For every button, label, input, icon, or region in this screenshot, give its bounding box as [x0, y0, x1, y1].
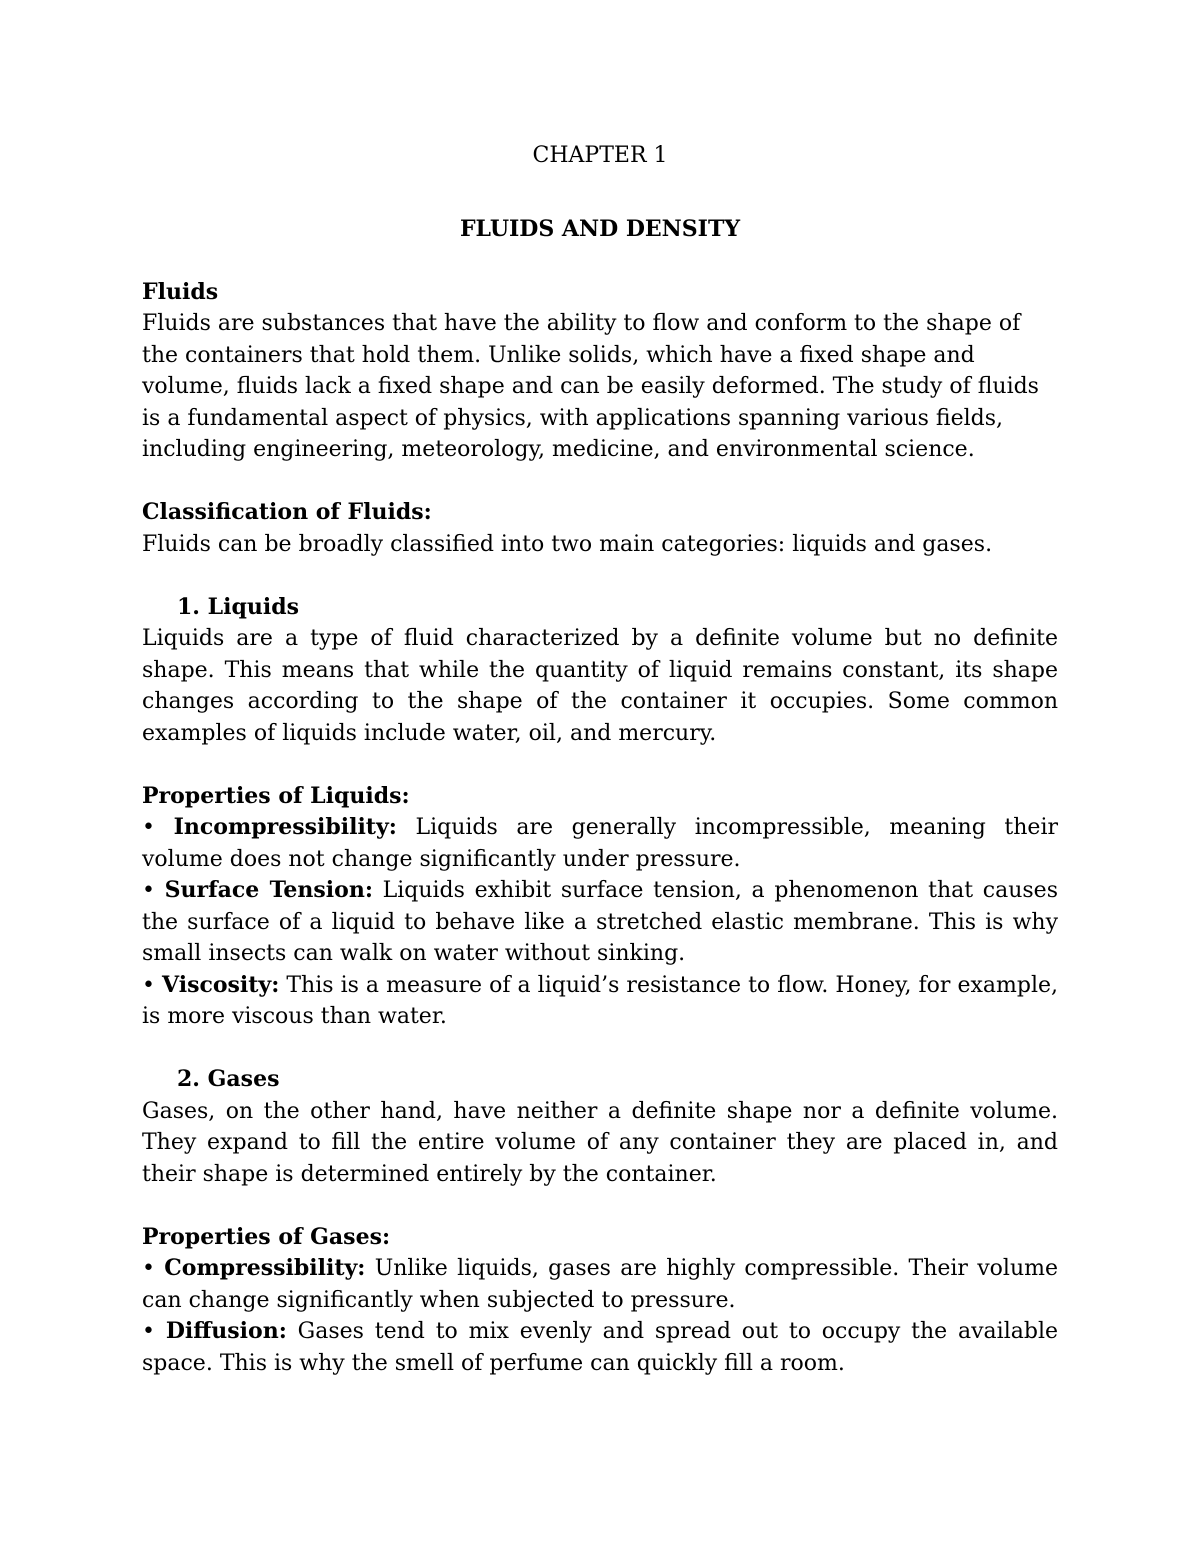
bullet-text: This is a measure of a liquid’s resistance to flow. Honey, for example, is more viscous than water.	[142, 972, 1058, 1029]
list-number: 2.	[177, 1066, 200, 1092]
bullet-item	[142, 1316, 1058, 1379]
bullet-item	[142, 970, 1058, 1033]
chapter-label: CHAPTER 1	[532, 143, 668, 168]
bullet-icon: •	[142, 1319, 155, 1344]
bullet-term: Surface Tension:	[164, 877, 373, 903]
bullet-icon: •	[142, 1256, 155, 1281]
spacer	[142, 172, 1058, 193]
bullet-icon: •	[142, 878, 155, 903]
list-heading: Liquids	[207, 593, 299, 620]
section-heading-classification: Classification of Fluids:	[142, 499, 432, 525]
paragraph-gases: Gases, on the other hand, have neither a definite shape nor a definite volume. They expand to fill the entire volume of any container they are placed in, and their shape is determined entirely by the container.	[142, 1098, 1058, 1187]
list-number: 1.	[177, 593, 200, 620]
section-heading-liquid-properties: Properties of Liquids:	[142, 782, 410, 809]
document-title: FLUIDS AND DENSITY	[459, 215, 741, 242]
bullet-term: Viscosity:	[162, 971, 280, 998]
bullet-term: Incompressibility:	[173, 814, 397, 840]
section-heading-gas-properties: Properties of Gases:	[142, 1223, 391, 1250]
bullet-item	[142, 875, 1058, 970]
section-heading-fluids: Fluids	[142, 278, 219, 305]
bullet-icon: •	[142, 815, 155, 840]
bullet-icon: •	[142, 972, 155, 998]
bullet-item	[142, 812, 1058, 875]
spacer	[142, 466, 1058, 498]
spacer	[142, 560, 1058, 592]
bullet-text: Liquids exhibit surface tension, a phenomenon that causes the surface of a liquid to behave like a stretched elastic membrane. This is why small insects can walk on water without sinking.	[142, 878, 1058, 966]
paragraph-classification: Fluids can be broadly classified into two main categories: liquids and gases.	[142, 531, 993, 557]
bullet-term: Compressibility:	[164, 1255, 366, 1281]
document-page	[142, 140, 1058, 1379]
bullet-text: Gases tend to mix evenly and spread out to occupy the available space. This is why the smell of perfume can quickly fill a room.	[142, 1319, 1058, 1376]
bullet-term: Diffusion:	[165, 1318, 287, 1344]
paragraph-liquids: Liquids are a type of fluid characterized by a definite volume but no definite shape. This means that while the quantity of liquid remains constant, its shape changes according to the shape of the container it occupies. Some common examples of liquids include water, oil, and mercury.	[142, 626, 1058, 746]
numbered-heading-gases	[142, 1064, 1058, 1096]
spacer	[142, 1033, 1058, 1065]
paragraph-fluids: Fluids are substances that have the ability to flow and conform to the shape of the containers that hold them. Unlike solids, which have a fixed shape and volume, fluids lack a fixed shape and can be easily deformed. The study of fluids is a fundamental aspect of physics, with applications spanning various fields, including engineering, meteorology, medicine, and environmental science.	[142, 311, 1039, 462]
bullet-text: Unlike liquids, gases are highly compressible. Their volume can change significantly when subjected to pressure.	[142, 1256, 1058, 1313]
spacer	[142, 749, 1058, 781]
spacer	[142, 245, 1058, 277]
bullet-item	[142, 1253, 1058, 1316]
list-heading: Gases	[207, 1066, 280, 1092]
numbered-heading-liquids	[142, 592, 1058, 624]
spacer	[142, 1190, 1058, 1222]
bullet-text: Liquids are generally incompressible, meaning their volume does not change significantly under pressure.	[142, 815, 1058, 872]
